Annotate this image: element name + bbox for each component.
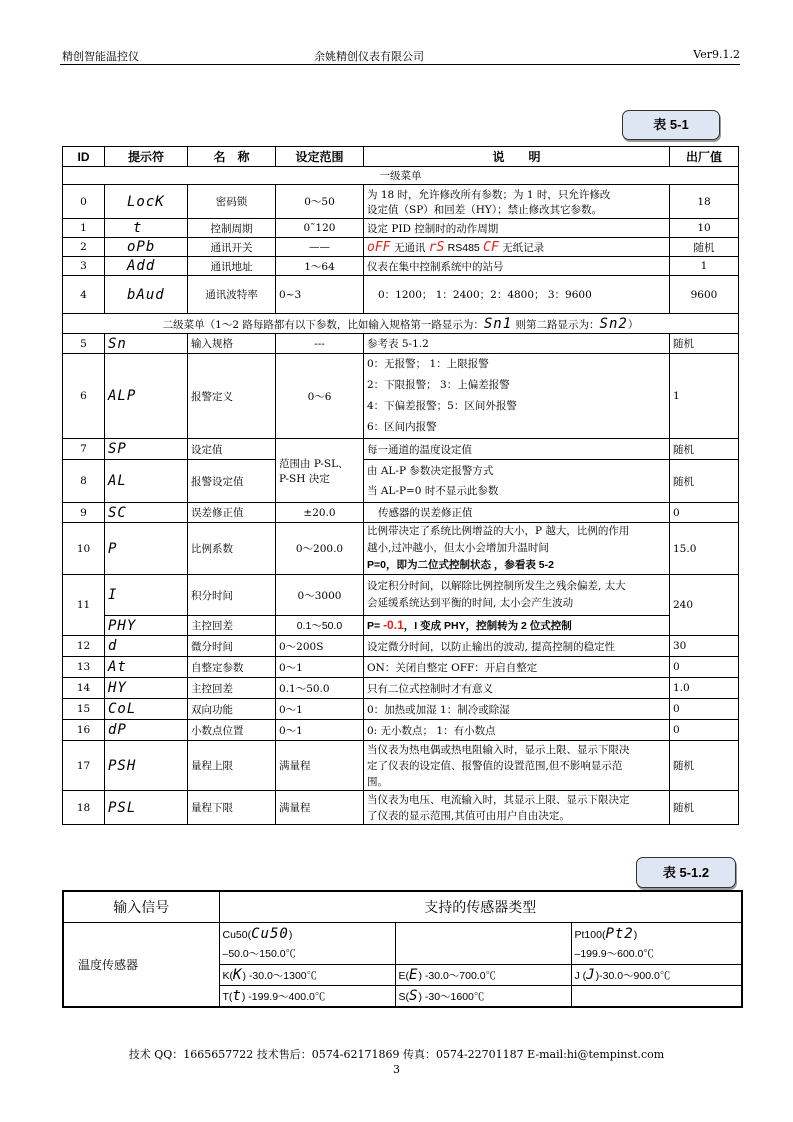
sensor-table xyxy=(62,890,743,1008)
table-header-row xyxy=(63,147,739,167)
table-row xyxy=(63,699,739,720)
row-symbol: t xyxy=(105,219,188,238)
row-name: 比例系数 xyxy=(188,523,276,575)
row-default: 随机 xyxy=(670,460,739,503)
row-id: 7 xyxy=(63,439,105,460)
col-sensor-types: 支持的传感器类型 xyxy=(219,891,742,923)
sensor-code: K xyxy=(233,967,243,983)
row-default: 0 xyxy=(670,720,739,741)
row-range: —— xyxy=(276,238,364,257)
row-name: 小数点位置 xyxy=(188,720,276,741)
col-symbol: 提示符 xyxy=(105,147,188,167)
desc-line: 0：无报警； 1：上限报警 xyxy=(367,358,489,370)
row-range: 0～1 xyxy=(276,699,364,720)
cell-empty xyxy=(571,986,742,1007)
table-row xyxy=(63,334,739,354)
sensor-code: S xyxy=(409,987,419,1004)
cell-cu50 xyxy=(219,923,395,965)
table-row xyxy=(63,238,739,257)
row-default: 1 xyxy=(670,354,739,439)
row-desc xyxy=(364,523,670,575)
desc-line: 越小,过冲越小，但太小会增加升温时间 xyxy=(367,542,549,554)
row-name: 量程上限 xyxy=(188,741,276,791)
row-symbol: I xyxy=(105,575,188,616)
col-default: 出厂值 xyxy=(670,147,739,167)
row-name: 微分时间 xyxy=(188,636,276,657)
row-id: 18 xyxy=(63,791,105,825)
row-symbol: P xyxy=(105,523,188,575)
cell-k xyxy=(219,965,395,986)
range-line: 范围由 P-SL、 xyxy=(279,457,349,470)
row-id: 1 xyxy=(63,219,105,238)
row-desc xyxy=(364,460,670,503)
row-default: 随机 xyxy=(670,334,739,354)
header-center: 余姚精创仪表有限公司 xyxy=(314,50,424,63)
row-desc: 0：加热或加湿 1：制冷或除湿 xyxy=(364,699,670,720)
sensor-range: ) -199.9～400.0℃ xyxy=(241,990,326,1003)
cell-s xyxy=(395,986,571,1007)
row-name: 密码锁 xyxy=(188,185,276,219)
section-level1: 一级菜单 xyxy=(63,167,739,185)
sensor-code: Cu50 xyxy=(251,926,289,942)
desc-line: 定了仪表的设定值、报警值的设置范围,但不影响显示范 xyxy=(367,759,623,772)
code-cf: CF xyxy=(483,239,499,255)
sensor-range: ) -30～1600℃ xyxy=(418,990,485,1003)
row-desc xyxy=(364,791,670,825)
row-id: 13 xyxy=(63,657,105,678)
row-range-sp-al xyxy=(276,439,364,503)
row-id: 10 xyxy=(63,523,105,575)
table-row xyxy=(63,678,739,699)
row-id: 4 xyxy=(63,276,105,314)
row-desc xyxy=(364,741,670,791)
row-name: 报警定义 xyxy=(188,354,276,439)
opt-text: 无通讯 xyxy=(393,241,426,254)
row-default: 随机 xyxy=(670,439,739,460)
cell-pt100 xyxy=(571,923,742,965)
desc-line: 2：下限报警； 3：上偏差报警 xyxy=(367,379,510,391)
row-range: 0～3000 xyxy=(276,575,364,616)
row-range: 0～1 xyxy=(276,657,364,678)
table-row xyxy=(63,616,739,636)
row-symbol: Sn xyxy=(105,334,188,354)
desc-line: 比例带决定了系统比例增益的大小，P 越大，比例的作用 xyxy=(367,525,630,537)
row-id: 15 xyxy=(63,699,105,720)
sensor-range: ) -30.0～700.0℃ xyxy=(418,970,497,982)
desc-line: 当仪表为电压、电流输入时，其显示上限、显示下限决定 xyxy=(367,793,630,806)
row-id: 3 xyxy=(63,257,105,276)
code-rs: rS xyxy=(428,239,445,255)
row-desc: 每一通道的温度设定值 xyxy=(364,439,670,460)
row-name: 通讯开关 xyxy=(188,238,276,257)
row-range: 1～64 xyxy=(276,257,364,276)
sensor-name: Cu50( xyxy=(222,929,252,941)
table-row xyxy=(63,523,739,575)
row-symbol: At xyxy=(105,657,188,678)
row-id: 14 xyxy=(63,678,105,699)
desc-line: 当 AL-P=0 时不显示此参数 xyxy=(367,485,499,497)
row-range: 0˜120 xyxy=(276,219,364,238)
sensor-range: ) -30.0～1300℃ xyxy=(242,970,318,982)
table-row xyxy=(63,460,739,503)
code-off: oFF xyxy=(367,239,391,255)
row-id: 2 xyxy=(63,238,105,257)
row-range: 满量程 xyxy=(276,791,364,825)
section2-mid: 则第二路显示为： xyxy=(512,318,600,331)
row-symbol: bAud xyxy=(105,276,188,314)
row-symbol: AL xyxy=(105,460,188,503)
desc-line: 设定积分时间，以解除比例控制所发生之残余偏差, 太大 xyxy=(367,580,626,592)
desc-p: P= xyxy=(367,620,384,632)
row-name: 误差修正值 xyxy=(188,503,276,523)
row-default: 10 xyxy=(670,219,739,238)
desc-line: 6：区间内报警 xyxy=(367,421,437,433)
col-range: 设定范围 xyxy=(276,147,364,167)
sensor-code: E xyxy=(409,967,419,983)
row-symbol: oPb xyxy=(105,238,188,257)
row-symbol: SP xyxy=(105,439,188,460)
desc-line: 由 AL-P 参数决定报警方式 xyxy=(367,465,494,477)
sensor-name: K( xyxy=(222,970,233,982)
row-id: 6 xyxy=(63,354,105,439)
row-default: 240 xyxy=(670,575,739,636)
table2-tag: 表 5-1.2 xyxy=(636,857,736,888)
row-symbol: LocK xyxy=(105,185,188,219)
row-id: 16 xyxy=(63,720,105,741)
table1-tag: 表 5-1 xyxy=(622,110,720,140)
desc-line: 会延缓系统达到平衡的时间, 太小会产生波动 xyxy=(367,597,574,609)
row-default: 1.0 xyxy=(670,678,739,699)
desc-line: 4：下偏差报警；5：区间外报警 xyxy=(367,400,517,412)
sensor-range: )-30.0～900.0℃ xyxy=(595,970,671,982)
col-desc: 说 明 xyxy=(364,147,670,167)
code-sn2: Sn2 xyxy=(599,315,628,332)
row-desc: 0：1200； 1：2400；2：4800； 3：9600 xyxy=(364,276,670,314)
sensor-name: E( xyxy=(398,970,409,982)
row-id: 0 xyxy=(63,185,105,219)
desc-line: 围。 xyxy=(367,775,388,788)
row-desc: 传感器的误差修正值 xyxy=(364,503,670,523)
row-id: 8 xyxy=(63,460,105,503)
sensor-range: –50.0～150.0℃ xyxy=(222,948,297,960)
row-default: 随机 xyxy=(670,741,739,791)
header-rule xyxy=(60,64,740,65)
row-name: 主控回差 xyxy=(188,678,276,699)
desc-rest: ，I 变成 PHY，控制转为 2 位式控制 xyxy=(403,620,572,632)
row-desc: ON：关闭自整定 OFF：开启自整定 xyxy=(364,657,670,678)
table-row xyxy=(63,636,739,657)
header-right: Ver9.1.2 xyxy=(693,48,740,61)
row-range: 0～50 xyxy=(276,185,364,219)
row-id: 11 xyxy=(63,575,105,636)
row-label-temperature: 温度传感器 xyxy=(63,923,219,1007)
table-row xyxy=(63,257,739,276)
row-desc xyxy=(364,185,670,219)
sensor-range: –199.9～600.0℃ xyxy=(574,948,654,960)
cell-t xyxy=(219,986,395,1007)
row-desc xyxy=(364,575,670,616)
table-row xyxy=(63,657,739,678)
desc-line: 为 18 时，允许修改所有参数；为 1 时，只允许修改 xyxy=(367,188,611,201)
col-input-signal: 输入信号 xyxy=(63,891,219,923)
row-name: 控制周期 xyxy=(188,219,276,238)
col-name: 名 称 xyxy=(188,147,276,167)
sensor-close: ) xyxy=(633,929,638,941)
row-desc: 仪表在集中控制系统中的站号 xyxy=(364,257,670,276)
cell-e xyxy=(395,965,571,986)
header-left: 精创智能温控仪 xyxy=(62,50,139,63)
sensor-code: t xyxy=(232,987,242,1004)
row-name: 报警设定值 xyxy=(188,460,276,503)
cell-j xyxy=(571,965,742,986)
row-default: 1 xyxy=(670,257,739,276)
row-range: 0.1～50.0 xyxy=(276,678,364,699)
table-row xyxy=(63,185,739,219)
row-name: 量程下限 xyxy=(188,791,276,825)
row-symbol: d xyxy=(105,636,188,657)
row-symbol: Add xyxy=(105,257,188,276)
table-row xyxy=(63,791,739,825)
sensor-name: J ( xyxy=(574,970,587,982)
opt-text: 无纸记录 xyxy=(502,241,545,254)
row-id: 5 xyxy=(63,334,105,354)
opt-text: RS485 xyxy=(447,241,480,254)
row-symbol: ALP xyxy=(105,354,188,439)
row-default: 随机 xyxy=(670,238,739,257)
row-desc xyxy=(364,616,670,636)
desc-line-bold: P=0，即为二位式控制状态 ，参看表 5-2 xyxy=(367,559,554,571)
row-range: 0～6 xyxy=(276,354,364,439)
row-name: 通讯波特率 xyxy=(188,276,276,314)
row-range: 0～1 xyxy=(276,720,364,741)
row-name: 主控回差 xyxy=(188,616,276,636)
table-row xyxy=(63,741,739,791)
row-desc: 参考表 5-1.2 xyxy=(364,334,670,354)
row-default: 9600 xyxy=(670,276,739,314)
code-sn1: Sn1 xyxy=(483,315,513,332)
desc-line: 当仪表为热电偶或热电阻输入时，显示上限、显示下限决 xyxy=(367,743,630,756)
sensor-name: T( xyxy=(222,990,233,1003)
row-range: ±20.0 xyxy=(276,503,364,523)
row-default: 随机 xyxy=(670,791,739,825)
row-symbol: PHY xyxy=(105,616,188,636)
col-id: ID xyxy=(63,147,105,167)
range-line: P-SH 决定 xyxy=(279,472,330,485)
row-symbol: PSH xyxy=(105,741,188,791)
row-id: 17 xyxy=(63,741,105,791)
row-range: 0～200S xyxy=(276,636,364,657)
row-range: 满量程 xyxy=(276,741,364,791)
row-name: 积分时间 xyxy=(188,575,276,616)
row-symbol: HY xyxy=(105,678,188,699)
row-desc xyxy=(364,238,670,257)
row-symbol: CoL xyxy=(105,699,188,720)
row-symbol: PSL xyxy=(105,791,188,825)
table-row xyxy=(63,720,739,741)
desc-red-value: -0.1 xyxy=(383,618,404,632)
sensor-code: Pt2 xyxy=(605,926,634,942)
table-row xyxy=(63,575,739,616)
section2-suffix: ） xyxy=(627,318,639,331)
row-id: 12 xyxy=(63,636,105,657)
table-row xyxy=(63,503,739,523)
page-number: 3 xyxy=(393,1063,400,1076)
table-row xyxy=(63,354,739,439)
section-level2 xyxy=(63,314,739,334)
row-id: 9 xyxy=(63,503,105,523)
row-default: 0 xyxy=(670,503,739,523)
section2-prefix: 二级菜单（1～2 路每路都有以下参数，比如输入规格第一路显示为： xyxy=(162,318,484,331)
desc-line: 了仪表的显示范围,其值可由用户自由决定。 xyxy=(367,809,570,822)
row-name: 输入规格 xyxy=(188,334,276,354)
sensor-close: ) xyxy=(288,929,293,941)
desc-line: 设定值（SP）和回差（HY）；禁止修改其它参数。 xyxy=(367,203,603,216)
row-symbol: SC xyxy=(105,503,188,523)
row-desc xyxy=(364,354,670,439)
sensor-name: S( xyxy=(398,990,409,1003)
table-row xyxy=(63,439,739,460)
row-default: 18 xyxy=(670,185,739,219)
table-row xyxy=(63,276,739,314)
row-default: 30 xyxy=(670,636,739,657)
row-default: 15.0 xyxy=(670,523,739,575)
footer-contact: 技术 QQ：1665657722 技术售后：0574-62171869 传真：0574-22701187 E-mail:hi@tempinst.com xyxy=(128,1048,665,1061)
row-name: 通讯地址 xyxy=(188,257,276,276)
row-desc: 只有二位式控制时才有意义 xyxy=(364,678,670,699)
row-name: 设定值 xyxy=(188,439,276,460)
row-range: --- xyxy=(276,334,364,354)
parameter-table xyxy=(62,146,739,825)
row-desc: 0: 无小数点； 1：有小数点 xyxy=(364,720,670,741)
row-desc: 设定 PID 控制时的动作周期 xyxy=(364,219,670,238)
row-range: 0.1～50.0 xyxy=(276,616,364,636)
row-name: 双向功能 xyxy=(188,699,276,720)
row-name: 自整定参数 xyxy=(188,657,276,678)
row-range: 0~3 xyxy=(276,276,364,314)
cell-empty xyxy=(395,923,571,965)
table-row xyxy=(63,219,739,238)
row-desc: 设定微分时间，以防止输出的波动, 提高控制的稳定性 xyxy=(364,636,670,657)
sensor-name: Pt100( xyxy=(574,929,606,941)
sensor-code: J xyxy=(586,967,596,983)
row-default: 0 xyxy=(670,657,739,678)
row-symbol: dP xyxy=(105,720,188,741)
row-range: 0～200.0 xyxy=(276,523,364,575)
row-default: 0 xyxy=(670,699,739,720)
